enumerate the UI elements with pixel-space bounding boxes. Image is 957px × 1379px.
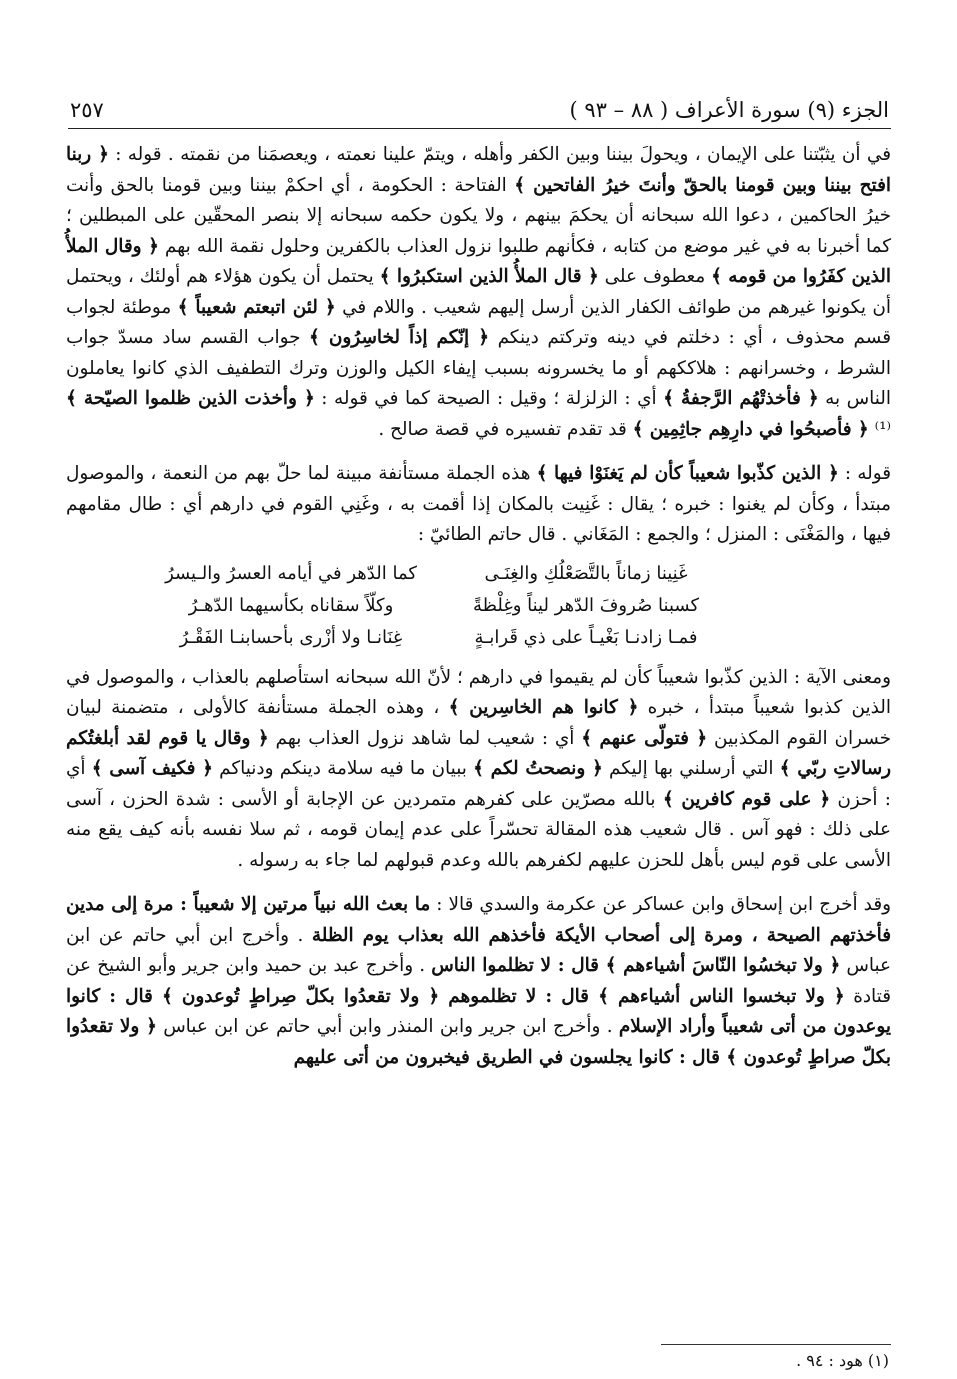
quran-quote: ﴿ على قوم كافرين ﴾ — [662, 788, 831, 810]
quran-quote: ﴿ فتولّى عنهم ﴾ — [581, 727, 708, 749]
quran-quote: ﴿ وأخذت الذين ظلموا الصيّحة ﴾ — [66, 388, 315, 409]
paragraphs-before-poem — [66, 140, 891, 551]
text-run: هذه الجملة مستأنفة مبينة لما حلّ بهم من النعمة ، والموصول مبتدأ ، وكأن لم يغنوا : خبره ؛ يقال : غَنِيت بالمكان إذا أقمت به ، وغَنِي القوم في دارهم أي : طال مقامهم فيها ، والمَغْنَى : المنزل ؛ والجمع : المَغَاني . قال حاتم الطائيّ : — [66, 463, 891, 545]
footnote-rule — [661, 1344, 891, 1345]
quran-quote: ﴿ ولا تبخسوا الناس أشياءهم ﴾ قال : لا تظلموهم ﴿ ولا تقعدُوا بكلّ صِراطٍ تُوعدون ﴾ قال : كانوا يوعدون من أتى شعيباً وأراد الإسلام — [66, 985, 891, 1037]
paragraph — [66, 459, 891, 551]
header-rule — [68, 128, 891, 129]
paragraph — [66, 663, 891, 877]
poem-line — [66, 559, 891, 591]
quran-quote: ﴿ لئن اتبعتم شعيباً ﴾ — [177, 296, 336, 318]
text-run: التي أرسلني بها إليكم — [602, 758, 780, 779]
paragraph — [66, 890, 891, 1073]
text-run: ببيان ما فيه سلامة دينكم ودنياكم — [212, 758, 474, 779]
poem-first-hemistich: فمـا زادنـا بَغْيـاً على ذي قَرابـةٍ — [474, 626, 698, 648]
text-run: بالله مصرّين على كفرهم متمردين عن الإجابة أو الأسى : شدة الحزن ، آسى على ذلك : فهو آس . قال شعيب هذه المقالة تحسّراً على عدم إيمان قومه ، ثم سلا نفسه بأنه كيف يقع منه الأسى على قوم ليس بأهل للحزن عليهم لكفرهم بالله وعدم قبولهم لما جاء به رسوله . — [66, 788, 891, 871]
running-title: الجزء (٩) سورة الأعراف ( ٨٨ – ٩٣ ) — [569, 98, 889, 122]
poem-line — [66, 623, 891, 655]
page-number: ٢٥٧ — [70, 98, 104, 122]
text-run: ، وهذه الجملة مستأنفة كالأولى ، متضمنة لبيان خسران القوم المكذبين — [66, 697, 891, 749]
poem-first-hemistich: غَنِينا زماناً بالتَّصَعْلُكِ والغِنَـى — [484, 562, 688, 584]
poem-second-hemistich: كما الدّهر في أيامه العسرُ والـيسرُ — [165, 562, 417, 584]
page-header — [70, 96, 889, 124]
poem — [66, 559, 891, 657]
poem-line — [66, 591, 891, 623]
text-run: . وأخرج ابن جرير وابن المنذر وابن أبي حاتم عن ابن عباس — [156, 1016, 619, 1037]
poem-second-hemistich: وكلّاً سقاناه بكأسيهما الدّهـرُ — [188, 594, 394, 616]
text-run: أي : الزلزلة ؛ وقيل : الصيحة كما في قوله : — [314, 388, 664, 409]
quran-quote: ﴿ وقال يا قوم لقد أبلغتُكم رسالاتِ ربّي ﴾ — [66, 727, 891, 779]
quran-quote: ﴿ ولا تبخسُوا النّاسَ أشياءهم ﴾ قال : لا تظلموا الناس — [431, 955, 841, 976]
text-run: ⁽¹⁾ — [868, 418, 891, 440]
quran-quote: ما بعث الله نبياً مرتين إلا شعيباً : مرة إلى مدين فأخذتهم الصيحة ، ومرة إلى أصحاب الأيكة فأخذهم الله بعذاب يوم الظلة — [66, 894, 891, 946]
text-run: أي : أحزن — [66, 758, 891, 810]
quran-quote: ﴿ ولا تقعدُوا بكلّ صراطٍ تُوعدون ﴾ قال : كانوا يجلسون في الطريق فيخبرون من أتى عليهم — [66, 1016, 891, 1068]
quran-quote: ﴿ فأخذتْهُم الرَّجفةُ ﴾ — [663, 388, 819, 409]
text-run: . وأخرج ابن أبي حاتم عن ابن عباس — [66, 924, 891, 976]
quran-quote: ﴿ كانوا هم الخاسِرين ﴾ — [448, 697, 639, 718]
quran-quote: ﴿ فكيف آسى ﴾ — [91, 758, 213, 779]
quran-quote: ﴿ ربنا افتح بيننا وبين قومنا بالحقّ وأنتَ خيرُ الفاتحين ﴾ — [66, 144, 891, 196]
text-run: قد تقدم تفسيره في قصة صالح . — [378, 418, 633, 440]
footnote: (١) هود : ٩٤ . — [796, 1351, 889, 1370]
text-run: جواب القسم ساد مسدّ جواب الشرط ، وخسرانهم : هلاككهم أو ما يخسرونه بسبب إيفاء الكيل والوزن وترك التطفيف الذي كانوا يعاملون الناس به — [66, 327, 891, 409]
poem-second-hemistich: غِنَانـا ولا أزْرى بأحسابنـا الفَقْـرُ — [179, 626, 403, 648]
paragraphs-after-poem — [66, 663, 891, 1074]
text-run: . وأخرج عبد بن حميد وابن جرير وأبو الشيخ عن قتادة — [66, 955, 891, 1007]
quran-quote: ﴿ ونصحتُ لكم ﴾ — [473, 758, 603, 779]
text-run: أي : شعيب لما شاهد نزول العذاب بهم — [268, 727, 582, 749]
quran-quote: ﴿ وقال الملأُ الذين كفَرُوا من قومه ﴾ — [66, 235, 892, 287]
text-run: ومعنى الآية : الذين كذّبوا شعيباً كأن لم يقيموا في دارهم ؛ لأنّ الله سبحانه استأصلهم بالعذاب ، والموصول في الذين كذبوا شعيباً مبتدأ ، خبره — [66, 666, 891, 718]
body-text — [66, 140, 891, 1073]
text-run: معطوف على — [598, 266, 712, 287]
text-run: يحتمل أن يكون هؤلاء هم أولئك ، ويحتمل أن يكونوا غيرهم من طوائف الكفار الذين أرسل إليهم شعيب . واللام في — [66, 266, 891, 318]
poem-first-hemistich: كسبنا صُروفَ الدّهر ليناً وغِلْظةً — [472, 594, 700, 616]
quran-quote: ﴿ فأصبحُوا في دارِهِم جاثِمِين ﴾ — [632, 418, 869, 440]
paragraph — [66, 140, 891, 445]
text-run: موطئة لجواب قسم محذوف ، أي : دخلتم في دينه وتركتم دينكم — [66, 296, 891, 348]
quran-quote: ﴿ إنّكم إذاً لخاسِرُون ﴾ — [309, 327, 490, 348]
text-run: الفتاحة : الحكومة ، أي احكمْ بيننا وبين قومنا بالحق وأنت خيرُ الحاكمين ، دعوا الله سبحانه أن يحكمَ بينهم ، ولا يكون حكمه سبحانه إلا بنصر المحقّين على المبطلين ؛ كما أخبرنا به في غير موضع من كتابه ، فكأنهم طلبوا نزول العذاب بالكفرين وحلول نقمة الله بهم — [66, 174, 891, 257]
text-run: وقد أخرج ابن إسحاق وابن عساكر عن عكرمة والسدي قالا : — [430, 894, 891, 915]
text-run: قوله : — [838, 463, 892, 484]
quran-quote: ﴿ قال الملأُ الذين استكبرُوا ﴾ — [379, 266, 599, 287]
text-run: في أن يثبّتنا على الإيمان ، ويحولَ بيننا وبين الكفر وأهله ، ويتمّ علينا نعمته ، ويعصمَنا من نقمته . قوله : — [108, 144, 891, 165]
quran-quote: ﴿ الذين كذّبوا شعيباً كأن لم يَغنَوْا فيها ﴾ — [536, 463, 839, 484]
